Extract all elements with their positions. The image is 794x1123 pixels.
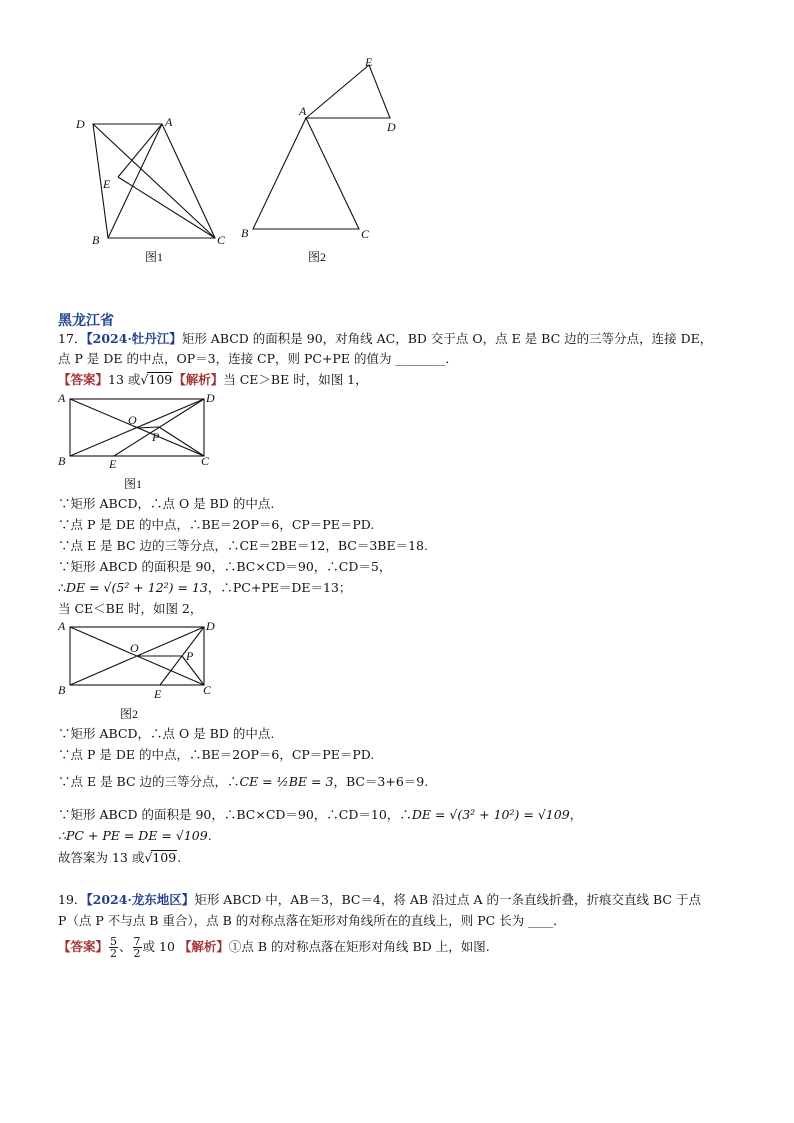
math-expression: CE = ½BE = 3	[239, 774, 334, 789]
label-O: O	[128, 413, 137, 427]
label-O: O	[130, 641, 139, 655]
label-A: A	[165, 115, 173, 129]
figure-caption: 图2	[308, 250, 327, 264]
figure-caption: 图1	[124, 477, 143, 491]
q17-step3: ∵点 E 是 BC 边的三等分点，∴CE＝2BE＝12，BC＝3BE＝18.	[58, 538, 428, 553]
answer-value: 13 或	[108, 372, 141, 387]
q17-line1	[58, 332, 712, 346]
analysis-tag: 【解析】	[173, 372, 224, 387]
label-E: E	[109, 457, 117, 471]
q17-step4: ∵矩形 ABCD 的面积是 90，∴BC×CD＝90，∴CD＝5，	[58, 559, 392, 574]
q17-case2: 当 CE＜BE 时，如图 2，	[58, 601, 203, 616]
label-C: C	[361, 227, 370, 241]
label-D: D	[387, 120, 396, 134]
label-C: C	[217, 233, 226, 247]
question-text: 矩形 ABCD 中，AB＝3，BC＝4，将 AB 沿过点 A 的一条直线折叠，折痕交直线 BC 于点	[194, 892, 701, 907]
label-D: D	[206, 391, 215, 405]
math-expression: DE = √(3² + 10²) = √109	[411, 807, 570, 822]
label-A: A	[58, 391, 66, 405]
question-number: 19．	[58, 892, 87, 907]
question-source-tag: 【2024·牡丹江】	[86, 331, 182, 346]
q19-line2: P（点 P 不与点 B 重合），点 B 的对称点落在矩形对角线所在的直线上，则 PC 长为 ____．	[58, 913, 566, 928]
label-P: P	[152, 430, 160, 444]
label-C: C	[203, 683, 212, 697]
label-E: E	[365, 55, 373, 69]
q17-final-answer: 故答案为 13 或√109.	[58, 850, 182, 865]
q17-step1: ∵矩形 ABCD，∴点 O 是 BD 的中点.	[58, 496, 275, 511]
province-heading: 黑龙江省	[58, 313, 114, 329]
q17-line2: 点 P 是 DE 的中点，OP＝3，连接 CP，则 PC+PE 的值为 ________．	[58, 351, 458, 366]
top-figure-2	[235, 55, 415, 270]
q17-step7: ∵点 P 是 DE 的中点，∴BE＝2OP＝6，CP＝PE＝PD.	[58, 747, 375, 762]
question-number: 17．	[58, 331, 87, 346]
label-C: C	[201, 454, 210, 468]
label-B: B	[92, 233, 100, 247]
label-B: B	[58, 683, 66, 697]
label-E: E	[154, 687, 162, 701]
solution-figure-1	[56, 390, 226, 490]
math-expression: DE = √(5² + 12²) = 13	[65, 580, 208, 595]
figure-caption: 图1	[145, 250, 164, 264]
label-A: A	[299, 104, 307, 118]
fraction: $\frac{7}{2}$	[133, 935, 141, 960]
top-figure-1	[70, 110, 240, 270]
q17-step2: ∵点 P 是 DE 的中点，∴BE＝2OP＝6，CP＝PE＝PD.	[58, 517, 375, 532]
q17-step6: ∵矩形 ABCD，∴点 O 是 BD 的中点.	[58, 726, 275, 741]
case-text: 当 CE＞BE 时，如图 1，	[223, 372, 368, 387]
fraction: $\frac{5}{2}$	[110, 935, 118, 960]
label-D: D	[206, 619, 215, 633]
q17-step8: ∵点 E 是 BC 边的三等分点，∴CE = ½BE = 3，BC＝3+6＝9.	[58, 774, 429, 789]
q19-line1	[58, 893, 701, 907]
answer-tag: 【答案】	[58, 372, 109, 387]
label-P: P	[186, 649, 194, 663]
q17-answer-line: 【答案】13 或√109【解析】当 CE＞BE 时，如图 1，	[58, 372, 368, 387]
q17-step5: ∴DE = √(5² + 12²) = 13，∴PC+PE＝DE＝13；	[58, 580, 352, 595]
label-B: B	[241, 226, 249, 240]
label-D: D	[76, 117, 85, 131]
math-expression: ∴PC + PE = DE = √109	[58, 828, 208, 843]
answer-tag: 【答案】	[58, 939, 109, 954]
question-source-tag: 【2024·龙东地区】	[86, 892, 195, 907]
label-E: E	[103, 177, 111, 191]
q17-step10: ∴PC + PE = DE = √109.	[58, 828, 212, 843]
label-B: B	[58, 454, 66, 468]
q17-step9: ∵矩形 ABCD 的面积是 90，∴BC×CD＝90，∴CD＝10，∴DE = √(3² + 10²) = √109，	[58, 807, 583, 822]
q19-answer-line: 【答案】 $\frac{5}{2}$ 、 $\frac{7}{2}$ 或 10 【解析】①点 B 的对称点落在矩形对角线 BD 上，如图.	[58, 935, 490, 960]
figure-caption: 图2	[120, 707, 139, 721]
solution-figure-2	[56, 618, 226, 722]
analysis-tag: 【解析】	[178, 939, 229, 954]
label-A: A	[58, 619, 66, 633]
question-text: 矩形 ABCD 的面积是 90，对角线 AC，BD 交于点 O，点 E 是 BC 边的三等分点，连接 DE，	[181, 331, 713, 346]
analysis-text: ①点 B 的对称点落在矩形对角线 BD 上，如图.	[228, 939, 490, 954]
sqrt-radicand: 109	[148, 372, 173, 387]
